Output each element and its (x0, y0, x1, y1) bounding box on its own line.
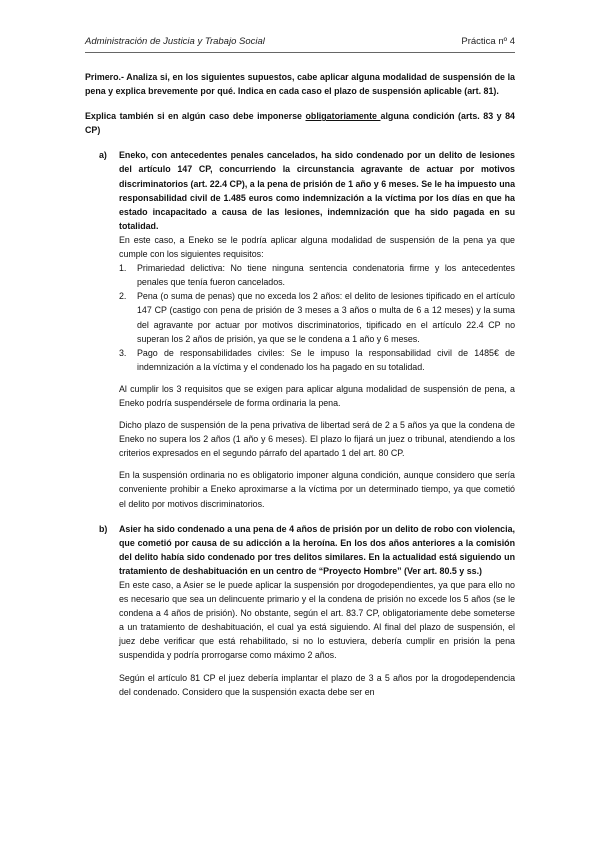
case-a-condicion: En la suspensión ordinaria no es obligatorio imponer alguna condición, aunque considero que sería conveniente prohibir a Eneko aproximarse a la víctima por un determinado tiempo, ya que cometió el delito por motivos discriminatorios. (119, 470, 515, 509)
condition-question-end: alguna condición (arts. 83 y 84 CP) (85, 111, 515, 136)
requirement-item (119, 261, 515, 289)
requirement-item (119, 289, 515, 345)
requirement-number: 2. (119, 291, 127, 302)
exercise-statement: Primero.- Analiza si, en los siguientes supuestos, cabe aplicar alguna modalidad de suspensión de la pena y explica brevemente por qué. Indica en cada caso el plazo de suspensión aplicable (art. 81). (85, 72, 515, 97)
case-a (85, 148, 515, 510)
case-b (85, 522, 515, 699)
case-b-answer: En este caso, a Asier se le puede aplicar la suspensión por drogodependientes, ya que para ello no es necesario que sea un delincuente primario y el la condena de prisión no excede los 5 años (se le condena a 4 años de prisión). No obstante, según el art. 83.7 CP, obligatoriamente debe someterse a un tratamiento de deshabituación, el cual ya está siguiendo. Al final del plazo de suspensión, el juez debe verificar que está rehabilitado, si no lo estuviera, debería cumplir en prisión la pena suspendida y podría prorrogarse como máximo 2 años. (119, 580, 515, 661)
case-a-statement: Eneko, con antecedentes penales cancelados, ha sido condenado por un delito de lesiones del artículo 147 CP, concurriendo la circunstancia agravante de actuar por motivos discriminatorios (art. 22.4 CP), a la pena de prisión de 1 año y 6 meses. Se le ha impuesto una responsabilidad civil de 1.485 euros como indemnización a la víctima por los días en que ha estado incapacitado a causa de las lesiones, indemnización que ha sido pagada en su totalidad. (119, 150, 515, 231)
requirement-item (119, 346, 515, 374)
document-body (85, 70, 515, 699)
case-b-statement: Asier ha sido condenado a una pena de 4 años de prisión por un delito de robo con violencia, que cometió por causa de su adicción a la heroína. En los dos años anteriores a la comisión del delito había sido condenado por tres delitos similares. En la actualidad está siguiendo un tratamiento de deshabituación en un centro de “Proyecto Hombre” (Ver art. 80.5 y ss.) (119, 523, 515, 576)
condition-question-underlined: obligatoriamente (305, 111, 381, 122)
case-a-plazo: Dicho plazo de suspensión de la pena privativa de libertad será de 2 a 5 años ya que la condena de Eneko no supera los 2 años (1 año y 6 meses). El plazo lo fijará un juez o tribunal, atendiendo a los criterios expresados en el segundo párrafo del apartado 1 del art. 80 CP. (119, 420, 515, 459)
condition-question-start: Explica también si en algún caso debe imponerse (85, 111, 306, 122)
case-a-conclusion: Al cumplir los 3 requisitos que se exigen para aplicar alguna modalidad de suspensión de pena, a Eneko podría suspendérsele de forma ordinaria la pena. (119, 383, 515, 408)
requirement-text: Pago de responsabilidades civiles: Se le impuso la responsabilidad civil de 1485€ de indemnización a la víctima y el condenado los ha pagado en su totalidad. (137, 347, 515, 372)
page-header (85, 36, 515, 53)
requirement-text: Primariedad delictiva: No tiene ninguna sentencia condenatoria firme y los antecedentes penales que tenía fueron cancelados. (137, 263, 515, 288)
requirement-text: Pena (o suma de penas) que no exceda los 2 años: el delito de lesiones tipificado en el artículo 147 CP (castigo con pena de prisión de 3 meses a 3 años o multa de 6 a 12 meses) y la suma del agravante por actuar por motivos discriminatorios, tipificado en el artículo 22.4 CP no superan los 2 años de prisión, ya que se le condena a 1 año y 6 meses. (137, 291, 515, 344)
case-b-plazo: Según el artículo 81 CP el juez debería implantar el plazo de 3 a 5 años por la drogodependencia del condenado. Considero que la suspensión exacta debe ser en (119, 672, 515, 697)
requirement-number: 1. (119, 263, 127, 274)
requirement-number: 3. (119, 347, 127, 358)
header-practice-number: Práctica nº 4 (461, 36, 515, 47)
header-course-title: Administración de Justicia y Trabajo Social (85, 36, 265, 47)
case-a-requirements-list (119, 261, 515, 374)
case-a-marker: a) (99, 150, 107, 161)
case-b-marker: b) (99, 523, 108, 534)
case-a-answer-intro: En este caso, a Eneko se le podría aplicar alguna modalidad de suspensión de la pena ya que cumple con los siguientes requisitos: (119, 234, 515, 260)
exercise-condition-question (85, 109, 515, 137)
